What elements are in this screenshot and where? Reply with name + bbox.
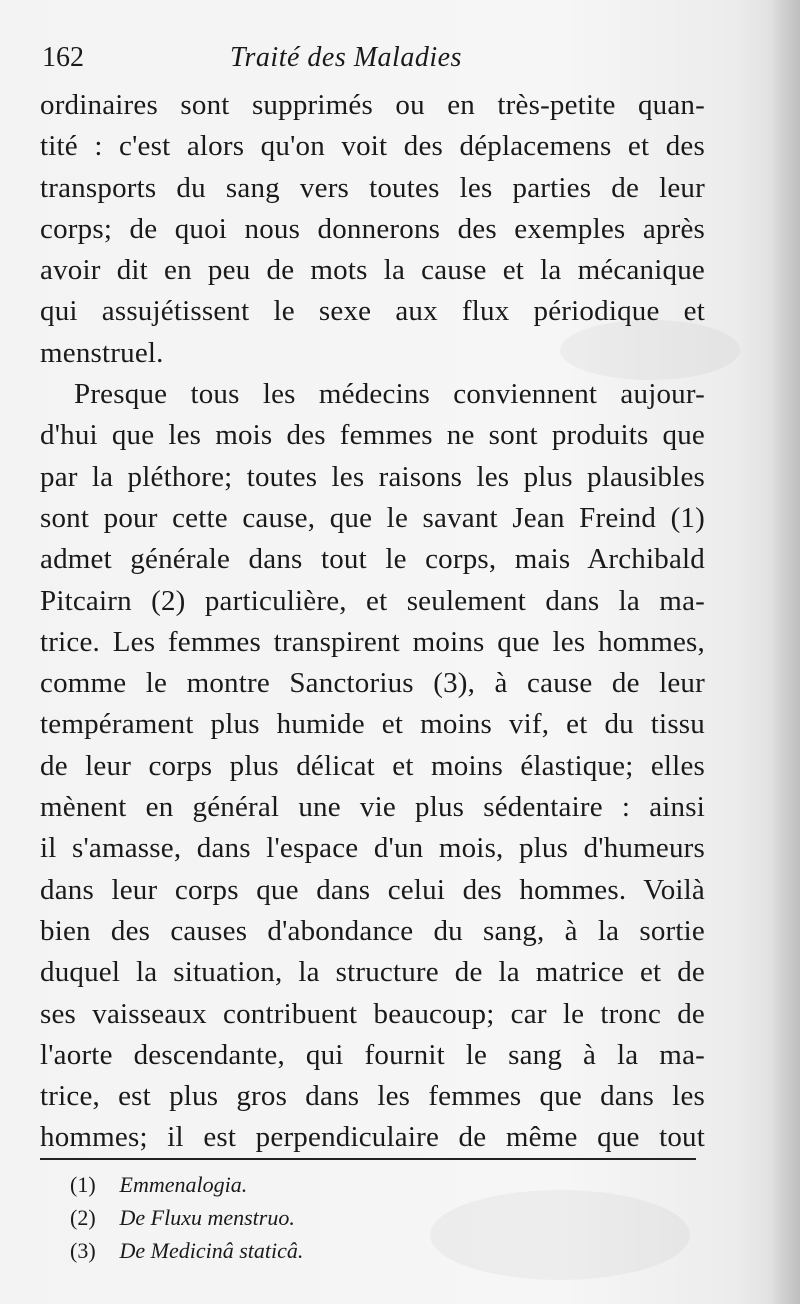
- text-line: duquel la situation, la structure de la matrice et de: [40, 956, 705, 989]
- text-line: transports du sang vers toutes les parties de leur: [40, 171, 705, 204]
- footnote-mark: (3): [70, 1238, 96, 1263]
- footnote: [70, 1201, 670, 1234]
- page-number: 162: [42, 42, 84, 73]
- text-line: comme le montre Sanctorius (3), à cause de leur: [40, 667, 705, 700]
- text-line: par la pléthore; toutes les raisons les plus plausibles: [40, 460, 705, 493]
- text-line: corps; de quoi nous donnerons des exemples après: [40, 212, 705, 245]
- footnote-title: De Fluxu menstruo.: [119, 1205, 295, 1230]
- text-line: de leur corps plus délicat et moins élastique; elles: [40, 749, 705, 782]
- text-line: menstruel.: [40, 336, 164, 369]
- text-line: il s'amasse, dans l'espace d'un mois, plus d'humeurs: [40, 832, 705, 865]
- footnote-rule: [40, 1158, 696, 1160]
- footnote: [70, 1168, 670, 1201]
- text-line: ordinaires sont supprimés ou en très-petite quan-: [40, 89, 705, 121]
- text-line: dans leur corps que dans celui des hommes. Voilà: [40, 873, 705, 906]
- footnote-mark: (2): [70, 1205, 96, 1230]
- text-line: tempérament plus humide et moins vif, et du tissu: [40, 708, 705, 741]
- text-line: tité : c'est alors qu'on voit des déplacemens et des: [40, 130, 705, 163]
- paragraph-first-line: Presque tous les médecins conviennent aujour-: [74, 378, 705, 411]
- text-line: trice. Les femmes transpirent moins que les hommes,: [40, 625, 705, 658]
- text-line: trice, est plus gros dans les femmes que dans les: [40, 1080, 705, 1113]
- page-gutter-shadow: [770, 0, 800, 1304]
- text-line: avoir dit en peu de mots la cause et la mécanique: [40, 254, 705, 287]
- text-line: d'hui que les mois des femmes ne sont produits que: [40, 419, 705, 452]
- running-title: Traité des Maladies: [230, 42, 462, 73]
- body-text: [40, 85, 705, 1159]
- text-line: bien des causes d'abondance du sang, à la sortie: [40, 914, 705, 947]
- footnote-title: De Medicinâ staticâ.: [119, 1238, 304, 1263]
- text-line: mènent en général une vie plus sédentaire : ainsi: [40, 791, 705, 824]
- text-line: Pitcairn (2) particulière, et seulement dans la ma-: [40, 584, 705, 617]
- footnote-title: Emmenalogia.: [119, 1172, 248, 1197]
- footnotes: [70, 1168, 670, 1267]
- text-line: sont pour cette cause, que le savant Jean Freind (1): [40, 501, 705, 534]
- text-line: hommes; il est perpendiculaire de même que tout: [40, 1121, 705, 1154]
- page-header: [42, 40, 682, 80]
- footnote: [70, 1234, 670, 1267]
- text-line: l'aorte descendante, qui fournit le sang à la ma-: [40, 1038, 705, 1071]
- text-line: ses vaisseaux contribuent beaucoup; car le tronc de: [40, 997, 705, 1030]
- text-line: qui assujétissent le sexe aux flux périodique et: [40, 295, 705, 328]
- footnote-mark: (1): [70, 1172, 96, 1197]
- text-line: admet générale dans tout le corps, mais Archibald: [40, 543, 705, 576]
